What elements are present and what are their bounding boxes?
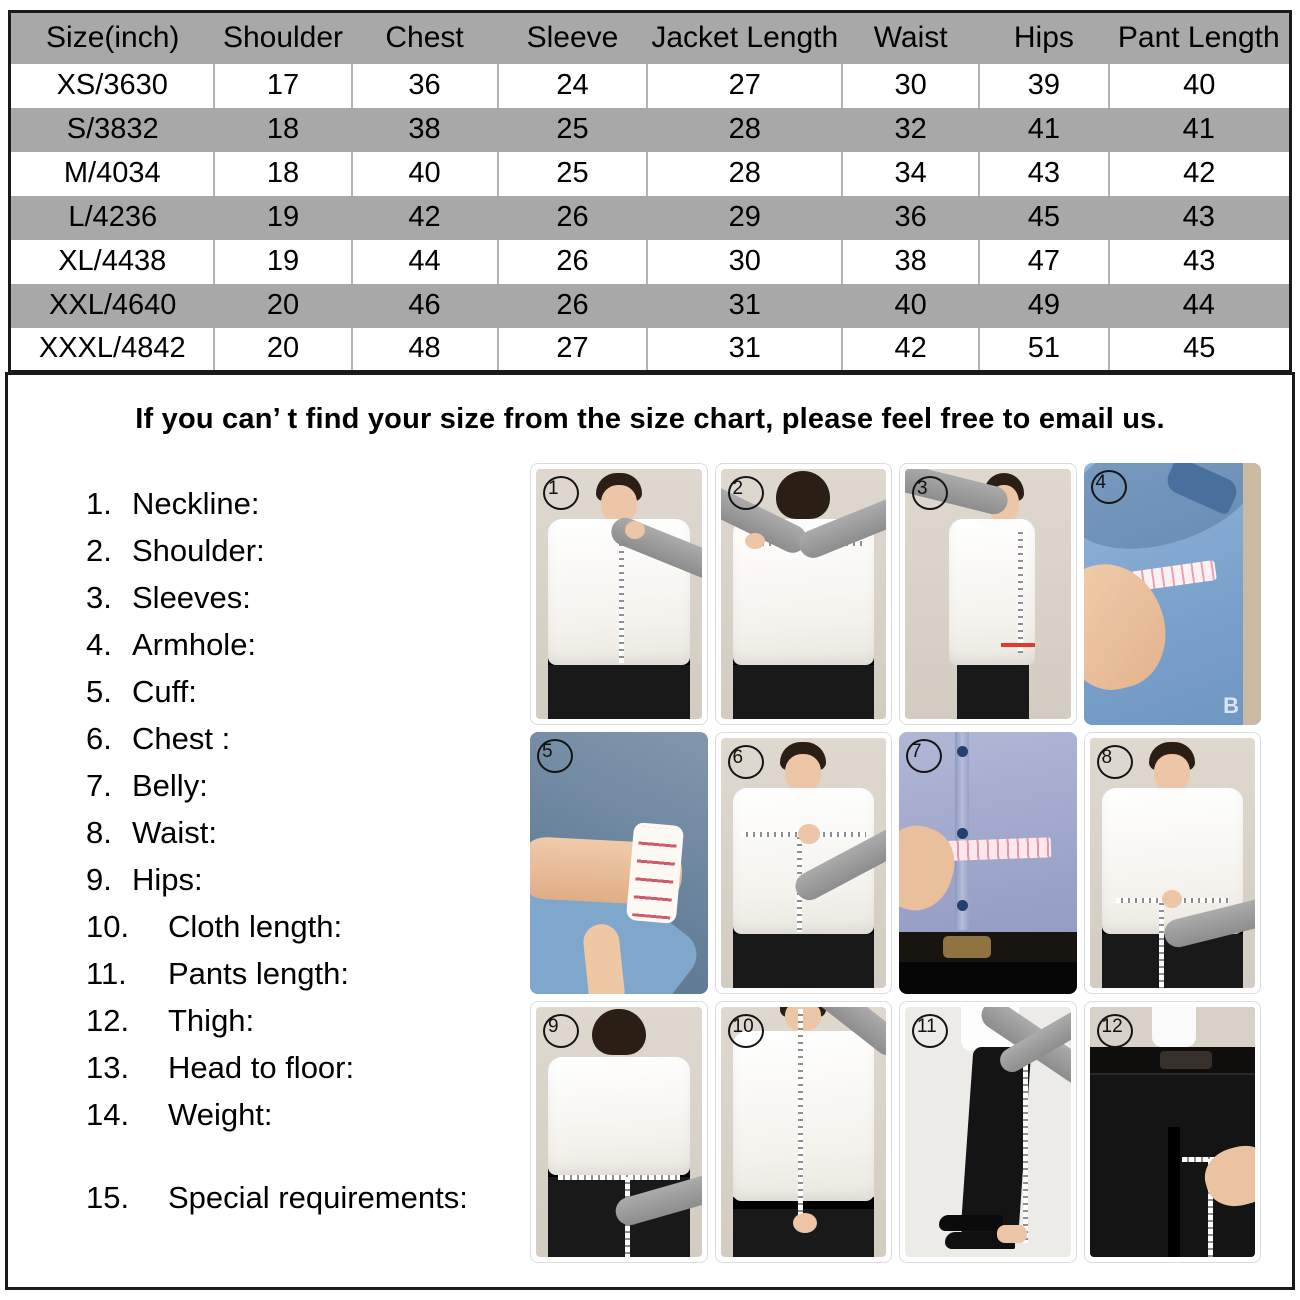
photo-number-badge: 9 bbox=[543, 1014, 579, 1048]
size-value-cell: 42 bbox=[842, 328, 979, 372]
list-item bbox=[86, 581, 468, 615]
photo-scene bbox=[905, 469, 1071, 719]
size-value-cell: 34 bbox=[842, 152, 979, 196]
wall-strip bbox=[1243, 463, 1261, 725]
size-label-cell: XXL/4640 bbox=[49, 289, 177, 321]
button-shape bbox=[957, 746, 968, 757]
size-value-cell: 40 bbox=[894, 289, 927, 321]
button-shape bbox=[957, 828, 968, 839]
red-mark bbox=[1001, 643, 1035, 647]
photo-scene bbox=[1090, 738, 1256, 988]
list-item-number: 11. bbox=[86, 956, 127, 991]
size-value-cell: 43 bbox=[1182, 201, 1215, 233]
photo-number-badge: 12 bbox=[1097, 1014, 1133, 1048]
list-item-label: Cuff: bbox=[132, 674, 197, 709]
size-value-cell: 31 bbox=[647, 328, 842, 372]
photo-scene bbox=[721, 1007, 887, 1257]
photo-scene bbox=[530, 732, 708, 994]
list-item-label: Pants length: bbox=[168, 956, 349, 991]
size-value-cell: 41 bbox=[1027, 113, 1060, 145]
list-item-number: 9. bbox=[86, 862, 112, 897]
size-label-cell: XL/4438 bbox=[58, 245, 167, 277]
size-value-cell: 39 bbox=[979, 64, 1108, 108]
table-row bbox=[10, 152, 1291, 196]
size-value-cell: 43 bbox=[1109, 240, 1291, 284]
column-header: Size(inch) bbox=[46, 21, 180, 55]
wrist-tape-measure bbox=[625, 822, 683, 924]
list-item bbox=[86, 1051, 468, 1085]
column-header: Pant Length bbox=[1117, 21, 1280, 55]
size-label-cell: XS/3630 bbox=[56, 69, 168, 101]
size-value-cell: 24 bbox=[498, 64, 648, 108]
list-item-number: 12. bbox=[86, 1003, 130, 1038]
photo-cuff bbox=[530, 732, 708, 994]
buckle-shape bbox=[1160, 1051, 1212, 1069]
photo-cloth-length bbox=[715, 1001, 893, 1263]
measurer-hand bbox=[997, 1225, 1027, 1243]
list-item-label: Belly: bbox=[132, 768, 208, 803]
photo-number-badge: 6 bbox=[728, 745, 764, 779]
size-chart-section bbox=[8, 10, 1292, 373]
pants-shape bbox=[960, 1047, 1031, 1233]
tape-measure bbox=[1023, 1051, 1028, 1243]
photo-belly bbox=[899, 732, 1077, 994]
list-item-number: 6. bbox=[86, 721, 112, 756]
list-item-label: Chest : bbox=[132, 721, 231, 756]
photo-hips bbox=[530, 1001, 708, 1263]
photo-scene bbox=[721, 738, 887, 988]
size-value-cell: 30 bbox=[647, 240, 842, 284]
list-item-label: Weight: bbox=[168, 1097, 273, 1132]
size-value-cell: 28 bbox=[647, 152, 842, 196]
size-value-cell: 38 bbox=[408, 113, 441, 145]
tape-measure bbox=[1159, 898, 1164, 988]
photo-sleeve bbox=[899, 463, 1077, 725]
face-shape bbox=[601, 485, 637, 523]
photo-number-badge: 2 bbox=[728, 476, 764, 510]
size-value-cell: 36 bbox=[894, 201, 927, 233]
column-header: Shoulder bbox=[222, 21, 344, 55]
list-item bbox=[86, 1098, 468, 1132]
size-value-cell: 20 bbox=[214, 328, 351, 372]
face-shape bbox=[785, 754, 821, 792]
size-value-cell: 41 bbox=[1182, 113, 1215, 145]
photo-number-badge: 10 bbox=[728, 1014, 764, 1048]
size-label-cell: L/4236 bbox=[68, 201, 158, 233]
size-value-cell: 31 bbox=[728, 289, 761, 321]
photo-scene bbox=[536, 1007, 702, 1257]
list-item-number: 13. bbox=[86, 1050, 130, 1085]
list-item-number: 7. bbox=[86, 768, 112, 803]
photo-number-badge: 1 bbox=[543, 476, 579, 510]
size-value-cell: 18 bbox=[266, 113, 300, 145]
size-value-cell: 20 bbox=[266, 289, 300, 321]
size-value-cell: 30 bbox=[842, 64, 979, 108]
list-item-label: Head to floor: bbox=[168, 1050, 355, 1085]
photo-scene bbox=[899, 732, 1077, 994]
list-item bbox=[86, 769, 468, 803]
size-value-cell: 40 bbox=[1109, 64, 1291, 108]
list-item-number: 15. bbox=[86, 1180, 130, 1215]
photo-scene bbox=[1090, 1007, 1256, 1257]
size-value-cell: 19 bbox=[214, 240, 351, 284]
size-value-cell: 45 bbox=[1109, 328, 1291, 372]
size-value-cell: 25 bbox=[498, 152, 648, 196]
column-header: Hips bbox=[1013, 21, 1074, 55]
size-value-cell: 44 bbox=[1182, 289, 1215, 321]
size-value-cell: 43 bbox=[979, 152, 1108, 196]
photo-shoulder bbox=[715, 463, 893, 725]
list-item-number: 1. bbox=[86, 486, 112, 521]
list-item-label: Neckline: bbox=[132, 486, 260, 521]
photo-number-badge: 3 bbox=[912, 476, 948, 510]
size-value-cell: 25 bbox=[556, 113, 589, 145]
photo-number-badge: 4 bbox=[1091, 470, 1127, 504]
list-item-label: Armhole: bbox=[132, 627, 257, 662]
photo-scene bbox=[1084, 463, 1262, 725]
size-value-cell: 26 bbox=[498, 240, 648, 284]
photo-number-badge: 8 bbox=[1097, 745, 1133, 779]
size-value-cell: 49 bbox=[1027, 289, 1060, 321]
column-header: Waist bbox=[873, 21, 948, 55]
shoe-shape bbox=[939, 1215, 1003, 1231]
size-value-cell: 46 bbox=[408, 289, 441, 321]
measurer-hand bbox=[745, 533, 765, 549]
list-item bbox=[86, 534, 468, 568]
list-item bbox=[86, 1004, 468, 1038]
photo-number-badge: 7 bbox=[906, 739, 942, 773]
button-shape bbox=[957, 900, 968, 911]
hair-shape bbox=[592, 1009, 646, 1055]
list-item-label: Shoulder: bbox=[132, 533, 265, 568]
photo-pants-length bbox=[899, 1001, 1077, 1263]
measurement-list bbox=[86, 487, 468, 1228]
shirt-shape bbox=[548, 1057, 690, 1175]
size-value-cell: 32 bbox=[894, 113, 927, 145]
size-label-cell: M/4034 bbox=[63, 157, 161, 189]
list-item-label: Special requirements: bbox=[168, 1180, 468, 1215]
table-header-row bbox=[10, 12, 1291, 64]
shirt-shape bbox=[1152, 1007, 1196, 1047]
photo-thigh bbox=[1084, 1001, 1262, 1263]
list-item bbox=[86, 675, 468, 709]
hair-shape bbox=[776, 471, 830, 519]
email-note: If you can’ t find your size from the size chart, please feel free to email us. bbox=[135, 403, 1165, 435]
size-value-cell: 48 bbox=[352, 328, 498, 372]
watermark-letter: B bbox=[1223, 693, 1239, 718]
size-value-cell: 47 bbox=[979, 240, 1108, 284]
list-item-number: 3. bbox=[86, 580, 112, 615]
photo-neckline bbox=[530, 463, 708, 725]
list-item-label: Waist: bbox=[132, 815, 217, 850]
list-item-number: 10. bbox=[86, 909, 130, 944]
photo-number-badge: 11 bbox=[912, 1014, 948, 1048]
list-item-label: Thigh: bbox=[168, 1003, 255, 1038]
photo-chest bbox=[715, 732, 893, 994]
photo-scene bbox=[905, 1007, 1071, 1257]
measure-guide-box bbox=[5, 372, 1295, 1290]
table-row bbox=[10, 196, 1291, 240]
list-item-number: 14. bbox=[86, 1097, 130, 1132]
list-item bbox=[86, 910, 468, 944]
tape-measure bbox=[798, 1009, 803, 1223]
photo-waist bbox=[1084, 732, 1262, 994]
photo-scene bbox=[721, 469, 887, 719]
list-item bbox=[86, 628, 468, 662]
list-item bbox=[86, 487, 468, 521]
size-value-cell: 38 bbox=[842, 240, 979, 284]
list-item-label: Hips: bbox=[132, 862, 203, 897]
size-value-cell: 42 bbox=[408, 201, 441, 233]
measure-photo-grid bbox=[530, 463, 1261, 1263]
column-header: Sleeve bbox=[526, 21, 619, 55]
tape-measure bbox=[558, 1175, 680, 1180]
size-value-cell: 26 bbox=[556, 201, 589, 233]
table-row bbox=[10, 240, 1291, 284]
size-value-cell: 27 bbox=[647, 64, 842, 108]
buckle-shape bbox=[943, 936, 991, 958]
column-header: Jacket Length bbox=[651, 21, 839, 55]
size-value-cell: 28 bbox=[728, 113, 761, 145]
photo-number-badge: 5 bbox=[537, 739, 573, 773]
table-row bbox=[10, 108, 1291, 152]
tape-measure bbox=[1018, 527, 1023, 653]
size-label-cell: S/3832 bbox=[66, 113, 159, 145]
size-value-cell: 51 bbox=[979, 328, 1108, 372]
size-value-cell: 44 bbox=[352, 240, 498, 284]
table-row bbox=[10, 64, 1291, 108]
list-item-number: 2. bbox=[86, 533, 112, 568]
size-value-cell: 18 bbox=[214, 152, 351, 196]
size-value-cell: 26 bbox=[556, 289, 589, 321]
size-value-cell: 19 bbox=[266, 201, 300, 233]
list-item-label: Sleeves: bbox=[132, 580, 251, 615]
face-shape bbox=[1154, 754, 1190, 792]
size-label-cell: XXXL/4842 bbox=[38, 332, 186, 365]
size-value-cell: 27 bbox=[498, 328, 648, 372]
photo-armhole bbox=[1084, 463, 1262, 725]
size-value-cell: 40 bbox=[352, 152, 498, 196]
list-item-number: 8. bbox=[86, 815, 112, 850]
size-value-cell: 17 bbox=[214, 64, 351, 108]
size-value-cell: 29 bbox=[728, 201, 761, 233]
list-item-label: Cloth length: bbox=[168, 909, 343, 944]
column-header: Chest bbox=[385, 21, 464, 55]
size-value-cell: 36 bbox=[352, 64, 498, 108]
table-row bbox=[10, 328, 1291, 372]
list-item bbox=[86, 722, 468, 756]
pants-seam bbox=[1168, 1127, 1180, 1257]
list-item bbox=[86, 863, 468, 897]
shadow-bar bbox=[899, 962, 1077, 994]
list-item-number: 5. bbox=[86, 674, 112, 709]
list-item bbox=[86, 1181, 468, 1215]
size-value-cell: 45 bbox=[1027, 201, 1060, 233]
table-row bbox=[10, 284, 1291, 328]
size-chart-table bbox=[8, 10, 1292, 373]
list-item bbox=[86, 957, 468, 991]
size-value-cell: 42 bbox=[1109, 152, 1291, 196]
list-item bbox=[86, 816, 468, 850]
list-item-number: 4. bbox=[86, 627, 112, 662]
photo-scene bbox=[536, 469, 702, 719]
